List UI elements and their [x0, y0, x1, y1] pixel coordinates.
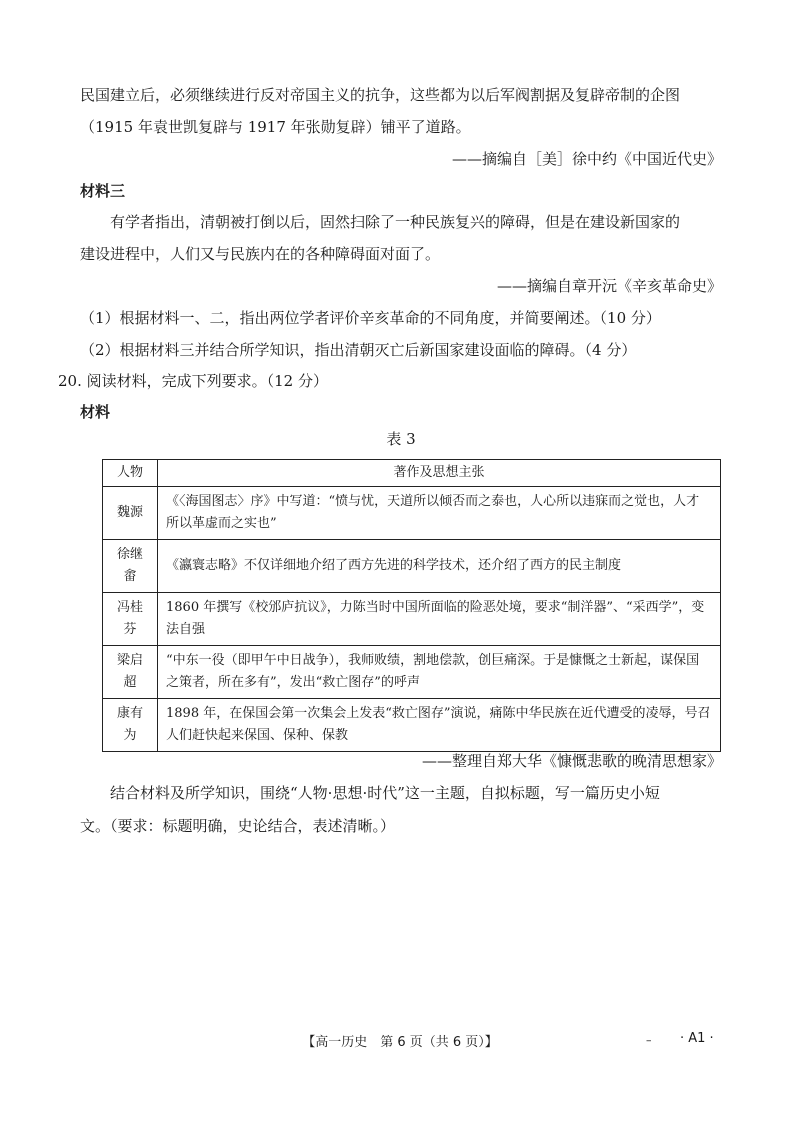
table-source: ——整理自郑大华《慷慨悲歌的晚清思想家》 — [421, 752, 722, 770]
table-caption: 表 3 — [386, 430, 416, 448]
footer-mark: · A1 · — [680, 1031, 714, 1046]
q19-part-1: （1）根据材料一、二，指出两位学者评价辛亥革命的不同角度，并简要阐述。（10 分） — [80, 309, 661, 327]
table-header-row — [103, 460, 721, 487]
q19-part-2: （2）根据材料三并结合所学知识，指出清朝灭亡后新国家建设面临的障碍。（4 分） — [80, 341, 637, 359]
table-row — [103, 593, 721, 646]
thinkers-table — [102, 459, 721, 752]
material3-source: ——摘编自章开沅《辛亥革命史》 — [496, 277, 722, 295]
material3-heading: 材料三 — [80, 182, 126, 200]
material3-line-1: 有学者指出，清朝被打倒以后，固然扫除了一种民族复兴的障碍，但是在建设新国家的 — [110, 213, 681, 231]
table-header-works: 著作及思想主张 — [158, 460, 721, 487]
row-content: 1860 年撰写《校邠庐抗议》，力陈当时中国所面临的险恶处境，要求“制洋器”、“采西学”，变法自强 — [158, 593, 721, 646]
intro-line-2: （1915 年袁世凯复辟与 1917 年张勋复辟）铺平了道路。 — [80, 118, 471, 136]
row-content: 《瀛寰志略》不仅详细地介绍了西方先进的科学技术，还介绍了西方的民主制度 — [158, 540, 721, 593]
page-footer: 【高一历史 第 6 页（共 6 页）】 — [302, 1035, 498, 1050]
table-header-person: 人物 — [103, 460, 158, 487]
q20-material-heading: 材料 — [80, 403, 111, 421]
row-person: 冯桂芬 — [103, 593, 158, 646]
material3-line-2: 建设进程中，人们又与民族内在的各种障碍面对面了。 — [80, 245, 441, 263]
row-content: “中东一役（即甲午中日战争），我师败绩，割地偿款，创巨痛深。于是慷慨之士新起，谋保国之策者，所在多有”，发出“救亡图存”的呼声 — [158, 646, 721, 699]
q20-instruction-2: 文。（要求：标题明确，史论结合，表述清晰。） — [80, 817, 396, 835]
intro-source: ——摘编自［美］徐中约《中国近代史》 — [451, 150, 722, 168]
q20-title: 20. 阅读材料，完成下列要求。（12 分） — [58, 372, 328, 390]
footer-dash: – — [646, 1034, 652, 1047]
row-person: 魏源 — [103, 487, 158, 540]
table-row — [103, 487, 721, 540]
row-content: 1898 年，在保国会第一次集会上发表“救亡图存”演说，痛陈中华民族在近代遭受的凌辱，号召人们赶快起来保国、保种、保教 — [158, 699, 721, 752]
row-person: 徐继畬 — [103, 540, 158, 593]
table-row — [103, 646, 721, 699]
intro-line-1: 民国建立后，必须继续进行反对帝国主义的抗争，这些都为以后军阀割据及复辟帝制的企图 — [80, 86, 681, 104]
q20-instruction-1: 结合材料及所学知识，围绕“人物·思想·时代”这一主题，自拟标题，写一篇历史小短 — [110, 784, 660, 802]
table-row — [103, 540, 721, 593]
row-person: 康有为 — [103, 699, 158, 752]
row-content: 《〈海国图志〉序》中写道：“愤与忧，天道所以倾否而之泰也，人心所以违寐而之觉也，人才所以革虚而之实也” — [158, 487, 721, 540]
table-row — [103, 699, 721, 752]
row-person: 梁启超 — [103, 646, 158, 699]
